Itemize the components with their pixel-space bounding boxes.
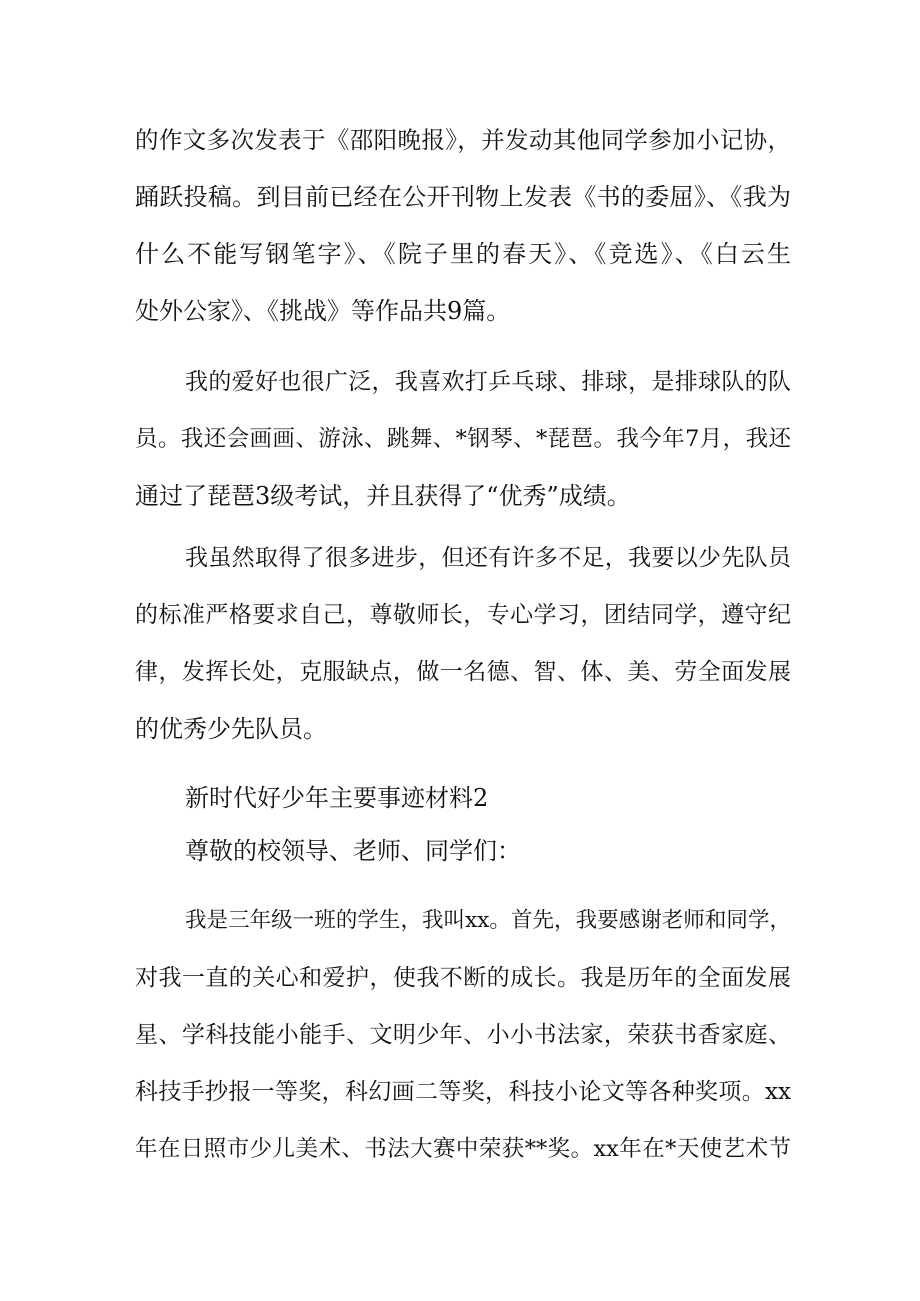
paragraph-2-line-2: 员。我还会画画、游泳、跳舞、*钢琴、*琵琶。我今年7月，我还: [135, 426, 791, 452]
paragraph-1-line-4: 处外公家》、《挑战》等作品共9篇。: [135, 297, 511, 325]
paragraph-4-line-4: 科技手抄报一等奖，科幻画二等奖，科技小论文等各种奖项。xx: [135, 1079, 791, 1105]
paragraph-3-line-2: 的标准严格要求自己，尊敬师长，专心学习，团结同学，遵守纪: [135, 602, 791, 628]
paragraph-1-line-3: 什么不能写钢笔字》、《院子里的春天》、《竞选》、《白云生: [135, 240, 791, 268]
paragraph-2-line-1: 我的爱好也很广泛，我喜欢打乒乓球、排球，是排球队的队: [185, 369, 791, 395]
paragraph-3-line-1: 我虽然取得了很多进步，但还有许多不足，我要以少先队员: [185, 545, 791, 571]
paragraph-4-line-3: 星、学科技能小能手、文明少年、小小书法家，荣获书香家庭、: [135, 1022, 791, 1048]
paragraph-2-line-3: 通过了琵琶3级考试，并且获得了“优秀”成绩。: [135, 482, 631, 510]
paragraph-4-line-2: 对我一直的关心和爱护，使我不断的成长。我是历年的全面发展: [135, 965, 791, 991]
paragraph-1-line-2: 踊跃投稿。到目前已经在公开刊物上发表《书的委屈》、《我为: [135, 183, 791, 211]
section-title: 新时代好少年主要事迹材料2: [185, 784, 489, 812]
salutation: 尊敬的校领导、老师、同学们：: [185, 837, 521, 865]
paragraph-4-line-1: 我是三年级一班的学生，我叫xx。首先，我要感谢老师和同学，: [185, 908, 791, 933]
paragraph-3-line-4: 的优秀少先队员。: [135, 715, 327, 743]
paragraph-3-line-3: 律，发挥长处，克服缺点，做一名德、智、体、美、劳全面发展: [135, 659, 791, 685]
paragraph-1-line-1: 的作文多次发表于《邵阳晚报》，并发动其他同学参加小记协，: [135, 126, 791, 154]
paragraph-4-line-5: 年在日照市少儿美术、书法大赛中荣获**奖。xx年在*天使艺术节: [135, 1136, 791, 1162]
